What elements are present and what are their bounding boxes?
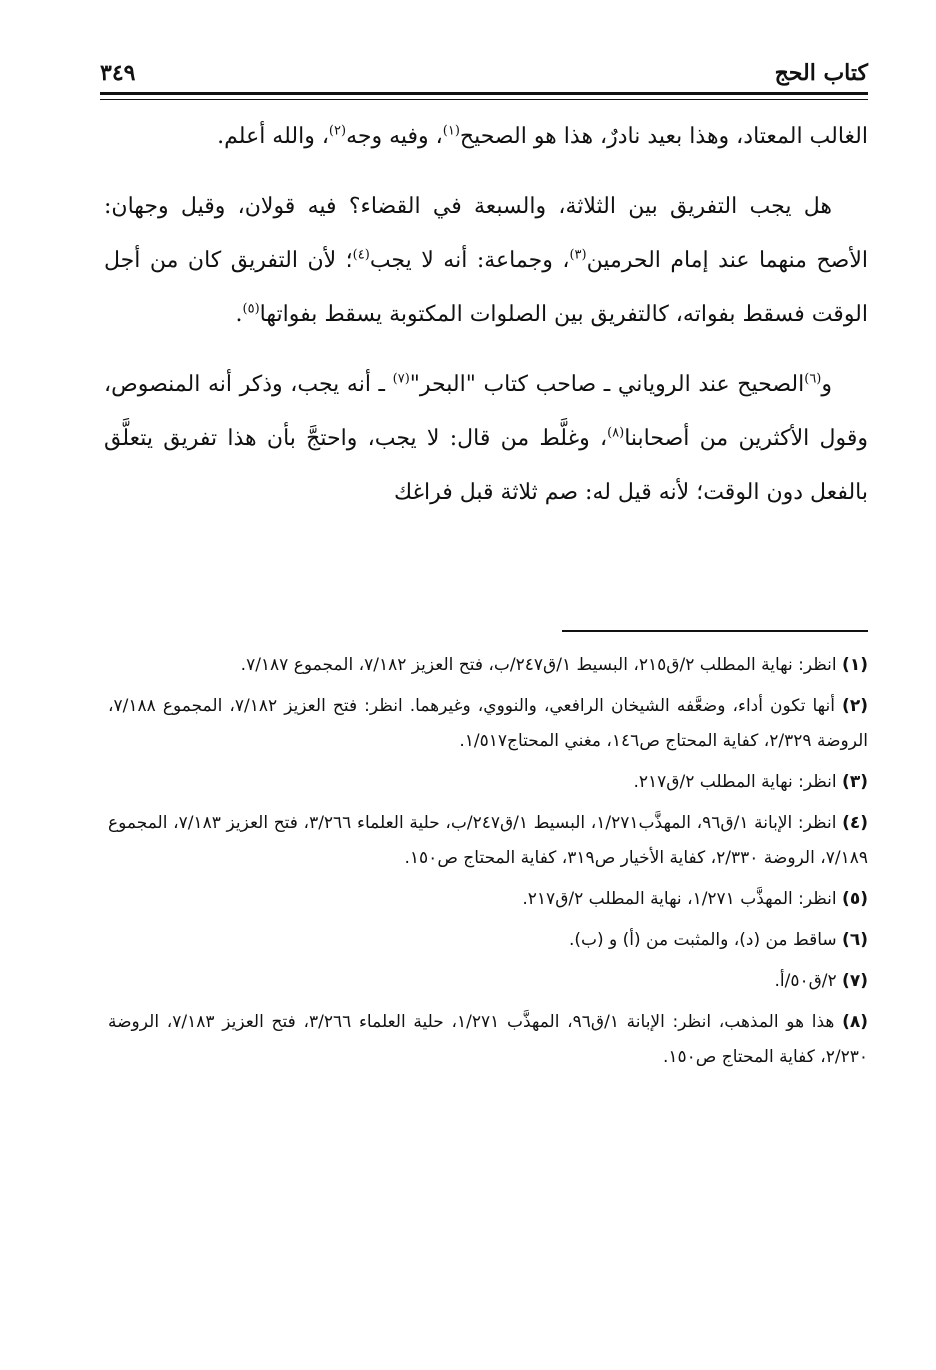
running-header bbox=[100, 52, 868, 92]
footnote-number: (٥) bbox=[842, 889, 868, 909]
footnote-3 bbox=[108, 765, 868, 800]
footnote-number: (٢) bbox=[842, 696, 868, 716]
footnote-number: (٣) bbox=[842, 772, 868, 792]
footnote-text: ساقط من (د)، والمثبت من (أ) و (ب). bbox=[568, 930, 837, 950]
footnote-text: انظر: نهاية المطلب ٢/ق٢١٧. bbox=[633, 772, 837, 792]
footnotes bbox=[108, 648, 868, 1081]
text-run: ـ أنه يجب، وذكر أنه المنصوص، وقول الأكثرين من أصحابنا bbox=[104, 372, 868, 451]
chapter-title: كتاب الحج bbox=[774, 60, 868, 86]
header-rule-thick bbox=[100, 92, 868, 95]
footnote-ref: (٢) bbox=[328, 123, 347, 139]
footnote-ref: (٥) bbox=[242, 301, 260, 317]
footnote-number: (٧) bbox=[842, 971, 868, 991]
footnote-1 bbox=[108, 648, 868, 683]
text-run: ، وغلَّط من قال: لا يجب، واحتجَّ بأن هذا تفريق يتعلَّق بالفعل دون الوقت؛ لأنه قيل له: صم ثلاثة قبل فراغك bbox=[104, 426, 868, 505]
text-run: ، وجماعة: أنه لا يجب bbox=[369, 248, 570, 273]
footnote-text: هذا هو المذهب، انظر: الإبانة ١/ق٩٦، المهذَّب ١/٢٧١، حلية العلماء ٣/٢٦٦، فتح العزيز ٧/١٨٣، الروضة ٢/٢٣٠، كفاية المحتاج ص١٥٠. bbox=[108, 1012, 868, 1067]
text-run: هل يجب التفريق بين الثلاثة، والسبعة في القضاء؟ فيه قولان، وقيل وجهان: الأصح منهما عند إمام الحرمين bbox=[104, 194, 868, 273]
footnote-4 bbox=[108, 806, 868, 876]
header-rule-thin bbox=[100, 99, 868, 100]
text-run: ، والله أعلم. bbox=[217, 124, 329, 149]
text-run: . bbox=[235, 302, 243, 327]
footnote-7 bbox=[108, 964, 868, 999]
paragraph-2 bbox=[104, 180, 868, 342]
footnote-ref: (١) bbox=[442, 123, 460, 139]
footnote-6 bbox=[108, 923, 868, 958]
main-text bbox=[104, 110, 868, 520]
paragraph-1 bbox=[104, 110, 868, 164]
footnote-text: انظر: المهذَّب ١/٢٧١، نهاية المطلب ٢/ق٢١٧. bbox=[522, 889, 837, 909]
footnote-5 bbox=[108, 882, 868, 917]
footnote-separator bbox=[562, 630, 868, 632]
paragraph-3 bbox=[104, 358, 868, 520]
footnote-number: (٨) bbox=[842, 1012, 869, 1032]
footnote-ref: (٦) bbox=[804, 371, 822, 387]
footnote-text: انظر: الإبانة ١/ق٩٦، المهذَّب١/٢٧١، البسيط ١/ق٢٤٧/ب، حلية العلماء ٣/٢٦٦، فتح العزيز ٧/١٨٣، المجموع ٧/١٨٩، الروضة ٢/٣٣٠، كفاية الأخيار ص٣١٩، كفاية المحتاج ص١٥٠. bbox=[108, 813, 868, 868]
footnote-2 bbox=[108, 689, 868, 759]
text-run: و bbox=[821, 372, 832, 397]
footnote-number: (٤) bbox=[842, 813, 869, 833]
text-run: ؛ لأن التفريق كان من أجل الوقت فسقط بفواته، كالتفريق بين الصلوات المكتوبة يسقط بفواتها bbox=[104, 248, 868, 327]
page-number: ٣٤٩ bbox=[100, 60, 136, 86]
text-run: ، وفيه وجه bbox=[346, 124, 443, 149]
text-run: الغالب المعتاد، وهذا بعيد نادرٌ، هذا هو الصحيح bbox=[459, 124, 868, 149]
footnote-number: (١) bbox=[842, 655, 868, 675]
footnote-text: أنها تكون أداء، وضعَّفه الشيخان الرافعي، والنووي، وغيرهما. انظر: فتح العزيز ٧/١٨٢، المجموع ٧/١٨٨، الروضة ٢/٣٢٩، كفاية المحتاج ص١٤٦، مغني المحتاج١/٥١٧. bbox=[108, 696, 868, 751]
footnote-ref: (٧) bbox=[392, 371, 410, 387]
footnote-ref: (٣) bbox=[569, 247, 587, 263]
footnote-text: انظر: نهاية المطلب ٢/ق٢١٥، البسيط ١/ق٢٤٧/ب، فتح العزيز ٧/١٨٢، المجموع ٧/١٨٧. bbox=[240, 655, 837, 675]
footnote-text: ٢/ق٥٠/أ. bbox=[774, 971, 837, 991]
footnote-number: (٦) bbox=[842, 930, 868, 950]
footnote-ref: (٨) bbox=[607, 425, 625, 441]
text-run: الصحيح عند الروياني ـ صاحب كتاب "البحر" bbox=[409, 372, 805, 397]
footnote-8 bbox=[108, 1005, 868, 1075]
footnote-ref: (٤) bbox=[352, 247, 370, 263]
